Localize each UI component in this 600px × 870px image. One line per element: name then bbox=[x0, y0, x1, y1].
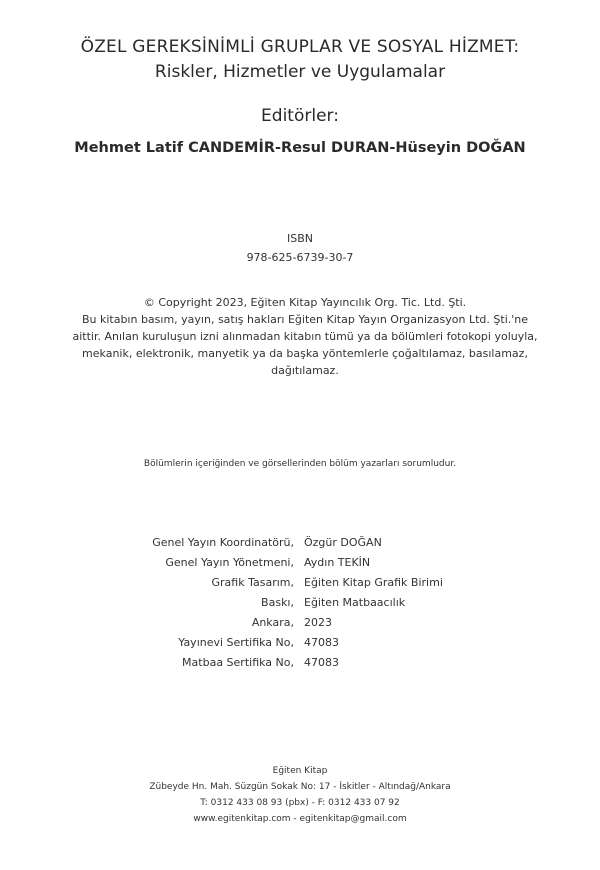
book-subtitle: Riskler, Hizmetler ve Uygulamalar bbox=[154, 62, 446, 82]
credit-label: Matbaa Sertifika No, bbox=[182, 656, 294, 669]
copyright-text: Bu kitabın basım, yayın, satış hakları Eğiten Kitap Yayın Organizasyon Ltd. Şti.'ne aittir. Anılan kuruluşun izni alınmadan kitabın tümü ya da bölümleri fotokopi yoluyla, mekanik, elektronik, manyetik ya da başka yöntemlerle çoğaltılamaz, basılamaz, dağıtılamaz. bbox=[72, 313, 538, 377]
credit-label: Genel Yayın Yönetmeni, bbox=[165, 556, 294, 569]
credit-label: Grafik Tasarım, bbox=[211, 576, 294, 589]
responsibility-note: Bölümlerin içeriğinden ve görsellerinden bölüm yazarları sorumludur. bbox=[143, 459, 457, 469]
credit-row-print bbox=[0, 596, 600, 614]
credit-row-coordinator bbox=[0, 536, 600, 554]
credit-label: Genel Yayın Koordinatörü, bbox=[152, 536, 294, 549]
credit-label: Baskı, bbox=[261, 596, 294, 609]
copyright-line: © Copyright 2023, Eğiten Kitap Yayıncılık Org. Tic. Ltd. Şti. bbox=[143, 296, 467, 309]
editors-heading: Editörler: bbox=[261, 106, 339, 126]
isbn-label: ISBN bbox=[286, 232, 313, 245]
credit-value: Aydın TEKİN bbox=[304, 556, 371, 569]
credit-value: Eğiten Matbaacılık bbox=[304, 596, 406, 609]
credit-row-publisher-cert bbox=[0, 636, 600, 654]
credit-label: Yayınevi Sertifika No, bbox=[178, 636, 294, 649]
footer-web[interactable]: www.egitenkitap.com - egitenkitap@gmail.com bbox=[193, 814, 407, 824]
credit-row-director bbox=[0, 556, 600, 574]
credit-row-printer-cert bbox=[0, 656, 600, 674]
credit-value: 47083 bbox=[304, 636, 339, 649]
credit-label: Ankara, bbox=[251, 616, 294, 629]
footer-publisher: Eğiten Kitap bbox=[272, 766, 328, 776]
book-title: ÖZEL GEREKSİNİMLİ GRUPLAR VE SOSYAL HİZMET: bbox=[80, 37, 520, 57]
credit-value: 47083 bbox=[304, 656, 339, 669]
footer-address: Zübeyde Hn. Mah. Süzgün Sokak No: 17 - İskitler - Altındağ/Ankara bbox=[149, 782, 451, 792]
isbn-value: 978-625-6739-30-7 bbox=[246, 251, 354, 264]
editors-names: Mehmet Latif CANDEMİR-Resul DURAN-Hüseyin DOĞAN bbox=[74, 140, 526, 156]
credit-value: Eğiten Kitap Grafik Birimi bbox=[304, 576, 443, 589]
credit-row-place-year bbox=[0, 616, 600, 634]
credit-value: Özgür DOĞAN bbox=[304, 536, 382, 549]
credit-value: 2023 bbox=[304, 616, 332, 629]
credit-row-graphic-design bbox=[0, 576, 600, 594]
footer-phone: T: 0312 433 08 93 (pbx) - F: 0312 433 07 92 bbox=[200, 798, 400, 808]
